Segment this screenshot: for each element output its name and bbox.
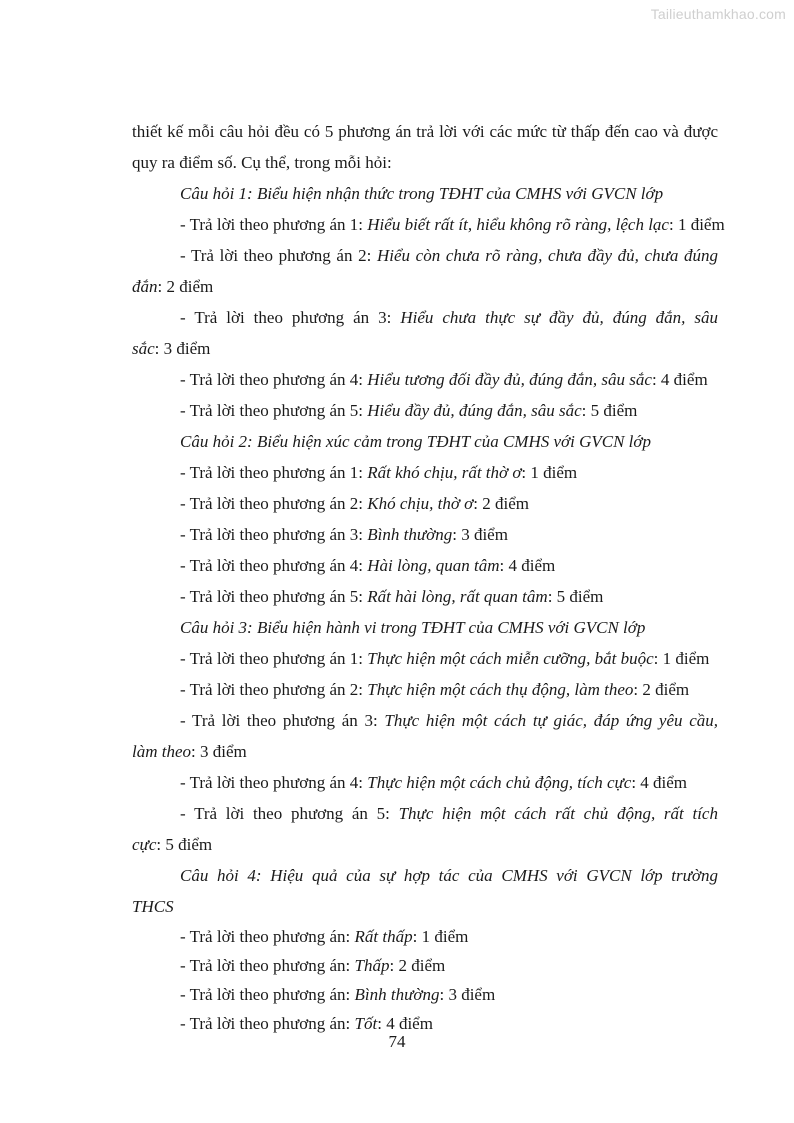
document-body [132, 116, 725, 1038]
question-4-title: Câu hỏi 4: Hiệu quả của sự hợp tác của CMHS với GVCN lớp trường [180, 866, 718, 885]
intro-line-2: quy ra điểm số. Cụ thể, trong mỗi hỏi: [132, 153, 392, 172]
q1-option-1: - Trả lời theo phương án 1: Hiểu biết rất ít, hiểu không rõ ràng, lệch lạc: 1 điểm [180, 215, 725, 234]
q1-option-5: - Trả lời theo phương án 5: Hiểu đầy đủ, đúng đắn, sâu sắc: 5 điểm [180, 401, 638, 420]
q4-option-3: - Trả lời theo phương án: Bình thường: 3 điểm [180, 985, 496, 1004]
intro-line-1: thiết kế mỗi câu hỏi đều có 5 phương án trả lời với các mức từ thấp đến cao và được [132, 122, 718, 141]
question-3-title: Câu hỏi 3: Biểu hiện hành vi trong TĐHT của CMHS với GVCN lớp [180, 618, 646, 637]
watermark: Tailieuthamkhao.com [650, 6, 786, 22]
q4-option-4: - Trả lời theo phương án: Tốt: 4 điểm [180, 1014, 433, 1033]
q1-option-4: - Trả lời theo phương án 4: Hiểu tương đối đầy đủ, đúng đắn, sâu sắc: 4 điểm [180, 370, 708, 389]
q1-option-2-cont: đắn: 2 điểm [132, 277, 214, 296]
q1-option-3: - Trả lời theo phương án 3: Hiểu chưa thực sự đầy đủ, đúng đắn, sâu [180, 308, 719, 327]
question-1-title: Câu hỏi 1: Biểu hiện nhận thức trong TĐHT của CMHS với GVCN lớp [180, 184, 664, 203]
q3-option-3: - Trả lời theo phương án 3: Thực hiện một cách tự giác, đáp ứng yêu cầu, [180, 711, 718, 730]
q2-option-1: - Trả lời theo phương án 1: Rất khó chịu, rất thờ ơ: 1 điểm [180, 463, 578, 482]
question-2-title: Câu hỏi 2: Biểu hiện xúc cảm trong TĐHT của CMHS với GVCN lớp [180, 432, 651, 451]
q3-option-5-cont: cực: 5 điểm [132, 835, 213, 854]
q2-option-5: - Trả lời theo phương án 5: Rất hài lòng, rất quan tâm: 5 điểm [180, 587, 604, 606]
q3-option-1: - Trả lời theo phương án 1: Thực hiện một cách miễn cưỡng, bắt buộc: 1 điểm [180, 649, 710, 668]
q2-option-2: - Trả lời theo phương án 2: Khó chịu, thờ ơ: 2 điểm [180, 494, 529, 513]
q1-option-2: - Trả lời theo phương án 2: Hiểu còn chưa rõ ràng, chưa đầy đủ, chưa đúng [180, 246, 718, 265]
q1-option-3-cont: sắc: 3 điểm [132, 339, 211, 358]
page-number: 74 [388, 1032, 406, 1051]
q2-option-3: - Trả lời theo phương án 3: Bình thường: 3 điểm [180, 525, 508, 544]
q3-option-3-cont: làm theo: 3 điểm [132, 742, 247, 761]
q3-option-4: - Trả lời theo phương án 4: Thực hiện một cách chủ động, tích cực: 4 điểm [180, 773, 688, 792]
q3-option-5: - Trả lời theo phương án 5: Thực hiện một cách rất chủ động, rất tích [180, 804, 718, 823]
q2-option-4: - Trả lời theo phương án 4: Hài lòng, quan tâm: 4 điểm [180, 556, 556, 575]
q4-option-2: - Trả lời theo phương án: Thấp: 2 điểm [180, 956, 446, 975]
q3-option-2: - Trả lời theo phương án 2: Thực hiện một cách thụ động, làm theo: 2 điểm [180, 680, 690, 699]
question-4-title-cont: THCS [132, 897, 174, 916]
q4-option-1: - Trả lời theo phương án: Rất thấp: 1 điểm [180, 927, 469, 946]
